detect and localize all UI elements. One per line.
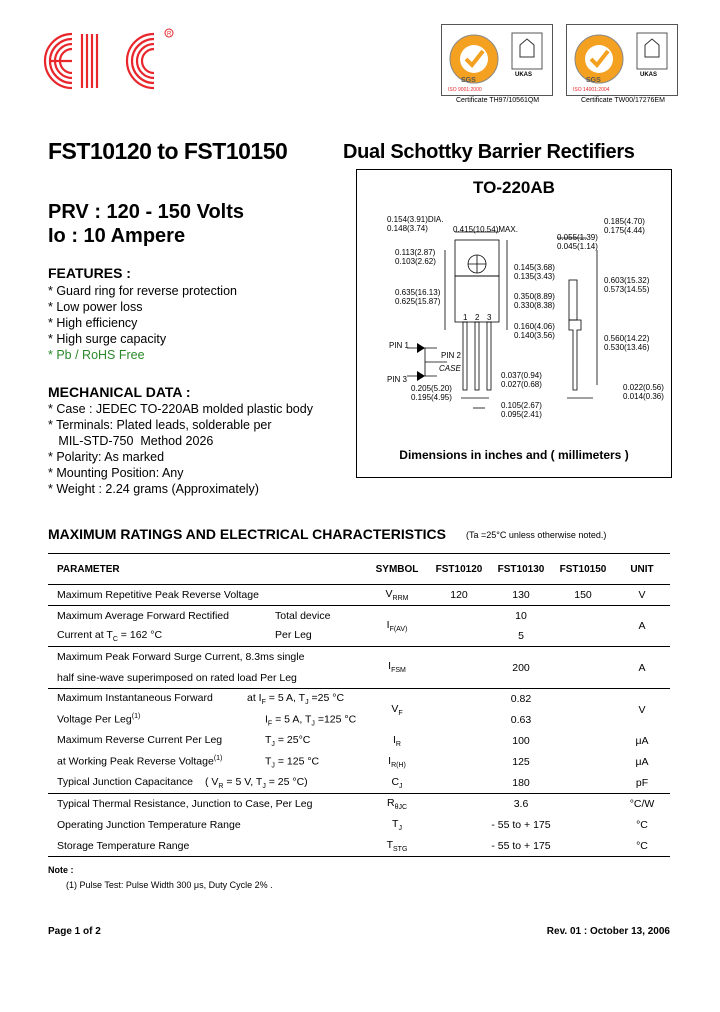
dim-label: 0.530(13.46) <box>604 343 650 352</box>
value-cell: 3.6 <box>513 798 529 811</box>
table-row <box>48 606 670 626</box>
param-cell: Storage Temperature Range <box>57 839 190 852</box>
symbol-cell: $I_{R(H)}$ <box>388 754 406 770</box>
revision-date: Rev. 01 : October 13, 2006 <box>546 926 670 937</box>
symbol-cell: $T_{STG}$ <box>386 838 408 853</box>
pin2-label: PIN 2 <box>441 351 462 360</box>
mech-item: * Polarity: As marked <box>48 450 165 464</box>
table-row <box>48 815 670 836</box>
note-item: (1) Pulse Test: Pulse Width 300 μs, Duty Cycle 2% . <box>66 880 273 890</box>
col-header: FST10150 <box>559 563 607 575</box>
ukas-label: UKAS <box>640 72 658 78</box>
dim-label: 0.350(8.89) <box>514 292 555 301</box>
unit-cell: V <box>638 703 646 716</box>
dim-label: 0.573(14.55) <box>604 285 650 294</box>
feature-item: * Low power loss <box>48 300 143 314</box>
value-cell: - 55 to + 175 <box>491 819 551 831</box>
unit-cell: °C <box>636 819 648 831</box>
symbol-cell: $V_F$ <box>391 702 403 717</box>
symbol-cell: $V_{RRM}$ <box>385 587 409 603</box>
feature-item-rohs: * Pb / RoHS Free <box>48 348 145 362</box>
symbol-cell: $I_R$ <box>393 733 401 749</box>
dim-label: 0.415(10.54)MAX. <box>453 225 518 234</box>
value-cell: 180 <box>512 776 530 789</box>
dim-label: 0.154(3.91)DIA. <box>387 215 444 224</box>
param-cell: half sine-wave superimposed on rated load Per Leg <box>57 671 297 684</box>
symbol-cell: $R_{\theta JC}$ <box>386 797 408 812</box>
param-cell: Maximum Peak Forward Surge Current, 8.3ms single <box>57 651 305 664</box>
dim-label: 0.330(8.38) <box>514 301 555 310</box>
value-cell: 0.82 <box>510 693 532 706</box>
table-row <box>48 689 670 710</box>
feature-item: * Guard ring for reverse protection <box>48 284 237 298</box>
dim-label: 0.625(15.87) <box>395 297 441 306</box>
unit-cell: μA <box>635 756 649 768</box>
dim-label: 0.055(1.39) <box>557 233 598 242</box>
value-cell: 200 <box>512 661 530 674</box>
dim-label: 0.027(0.68) <box>501 380 542 389</box>
package-drawing-box <box>356 169 672 478</box>
part-number-title: FST10120 to FST10150 <box>48 138 288 164</box>
dim-label: 0.195(4.95) <box>411 393 452 402</box>
value-cell: 130 <box>512 589 530 601</box>
param-cell: Operating Junction Temperature Range <box>57 819 241 831</box>
mechanical-list <box>48 401 313 497</box>
dim-label: 0.022(0.56) <box>623 383 664 392</box>
sgs-label: SGS <box>586 77 601 84</box>
value-cell: 5 <box>518 629 524 642</box>
mech-item: * Terminals: Plated leads, solderable per <box>48 418 272 432</box>
features-heading: FEATURES : <box>48 265 131 281</box>
col-header: SYMBOL <box>375 563 419 575</box>
value-cell: 0.63 <box>510 714 532 726</box>
param-cell: Current at $T_C = 162$ °C Per Leg <box>57 628 312 643</box>
symbol-cell: $I_{FSM}$ <box>388 660 406 675</box>
value-cell: - 55 to + 175 <box>491 839 551 852</box>
case-label: CASE <box>439 364 461 373</box>
table-row <box>48 647 670 668</box>
iso-label: ISO 9001:2000 <box>448 87 482 93</box>
mechanical-heading: MECHANICAL DATA : <box>48 384 191 400</box>
certificate-badge-2 <box>566 24 678 96</box>
note-heading: Note : <box>48 865 74 875</box>
unit-cell: μA <box>635 735 649 747</box>
unit-cell: °C/W <box>629 798 655 811</box>
table-row <box>48 794 670 815</box>
dim-label: 0.160(4.06) <box>514 322 555 331</box>
dim-label: 0.103(2.62) <box>395 257 436 266</box>
table-row <box>48 710 670 731</box>
certificate-caption-2: Certificate TW00/17276EM <box>581 97 665 104</box>
table-row <box>48 626 670 647</box>
package-title: TO-220AB <box>473 178 555 197</box>
value-cell: 125 <box>512 756 530 768</box>
dim-label: 0.140(3.56) <box>514 331 555 340</box>
table-header-row <box>48 554 670 585</box>
param-cell: Maximum Reverse Current Per Leg $T_J = 25^\circ C$ <box>57 733 311 749</box>
pin3-label: PIN 3 <box>387 375 408 384</box>
col-header: FST10130 <box>497 563 545 575</box>
pin1-label: PIN 1 <box>389 341 410 350</box>
param-cell: Maximum Repetitive Peak Reverse Voltage <box>57 589 259 601</box>
dim-label: 0.014(0.36) <box>623 392 664 401</box>
certificate-caption-1: Certificate TH97/10561QM <box>456 97 540 104</box>
param-cell: at Working Peak Reverse Voltage$^{(1)}$ $T_J = 125$ °C <box>57 754 320 770</box>
unit-cell: pF <box>635 776 649 789</box>
mech-item: * Case : JEDEC TO-220AB molded plastic body <box>48 402 313 416</box>
unit-cell: A <box>638 620 646 632</box>
value-cell: 10 <box>515 609 527 622</box>
table-row <box>48 731 670 752</box>
dim-label: 0.113(2.87) <box>395 248 436 257</box>
dim-label: 0.148(3.74) <box>387 224 428 233</box>
param-cell: Typical Junction Capacitance ( $V_R = 5$ V, $T_J = 25$ °C) <box>57 775 308 790</box>
unit-cell: A <box>638 661 646 674</box>
mech-item: MIL-STD-750 Method 2026 <box>48 434 214 448</box>
features-list <box>48 283 237 363</box>
param-cell: Voltage Per Leg$^{(1)}$ $I_F = 5$ A, $T_J =125$ °C <box>57 712 357 728</box>
ratings-heading: MAXIMUM RATINGS AND ELECTRICAL CHARACTERISTICS <box>48 526 446 542</box>
value-cell: 150 <box>574 589 592 601</box>
dim-label: 0.175(4.44) <box>604 226 645 235</box>
lead-number: 1 <box>463 313 468 322</box>
feature-item: * High surge capacity <box>48 332 167 346</box>
ukas-label: UKAS <box>515 72 533 78</box>
value-cell: 120 <box>450 589 468 601</box>
dim-label: 0.205(5.20) <box>411 384 452 393</box>
dim-label: 0.635(16.13) <box>395 288 441 297</box>
sgs-label: SGS <box>461 77 476 84</box>
feature-item: * High efficiency <box>48 316 138 330</box>
symbol-cell: $I_{F(AV)}$ <box>386 618 408 634</box>
value-cell: 100 <box>512 735 530 747</box>
ratings-heading-note: (Ta =25°C unless otherwise noted.) <box>466 530 607 540</box>
dim-label: 0.145(3.68) <box>514 263 555 272</box>
dim-label: 0.105(2.67) <box>501 401 542 410</box>
param-cell: Maximum Instantaneous Forward at $I_F = 5$ A, $T_J =25$ °C <box>57 692 345 707</box>
io-rating: Io : 10 Ampere <box>48 225 186 247</box>
table-row <box>48 752 670 773</box>
table-row <box>48 585 670 606</box>
symbol-cell: $C_J$ <box>391 775 403 790</box>
mech-item: * Mounting Position: Any <box>48 466 184 480</box>
param-cell: Maximum Average Forward Rectified Total device <box>57 609 331 622</box>
prv-rating: PRV : 120 - 150 Volts <box>48 201 245 223</box>
eic-logo <box>32 26 182 96</box>
dim-label: 0.560(14.22) <box>604 334 650 343</box>
device-description-title: Dual Schottky Barrier Rectifiers <box>343 141 635 163</box>
dim-label: 0.095(2.41) <box>501 410 542 419</box>
col-header: PARAMETER <box>57 563 120 575</box>
page-number: Page 1 of 2 <box>48 926 101 937</box>
unit-cell: °C <box>636 839 648 852</box>
ratings-table <box>48 553 670 857</box>
param-cell: Typical Thermal Resistance, Junction to Case, Per Leg <box>57 798 313 811</box>
symbol-cell: $T_J$ <box>392 817 402 833</box>
table-row <box>48 836 670 857</box>
table-row <box>48 773 670 794</box>
unit-cell: V <box>638 589 646 601</box>
lead-number: 2 <box>475 313 480 322</box>
lead-number: 3 <box>487 313 492 322</box>
dim-label: 0.185(4.70) <box>604 217 645 226</box>
certificate-badge-1 <box>441 24 553 96</box>
dim-label: 0.037(0.94) <box>501 371 542 380</box>
dim-label: 0.045(1.14) <box>557 242 598 251</box>
col-header: FST10120 <box>435 563 483 575</box>
iso-label: ISO 14001:2004 <box>573 87 610 93</box>
col-header: UNIT <box>630 563 654 575</box>
package-caption: Dimensions in inches and ( millimeters ) <box>399 448 629 462</box>
dim-label: 0.135(3.43) <box>514 272 555 281</box>
svg-text:R: R <box>167 31 172 38</box>
dim-label: 0.603(15.32) <box>604 276 650 285</box>
mech-item: * Weight : 2.24 grams (Approximately) <box>48 482 259 496</box>
